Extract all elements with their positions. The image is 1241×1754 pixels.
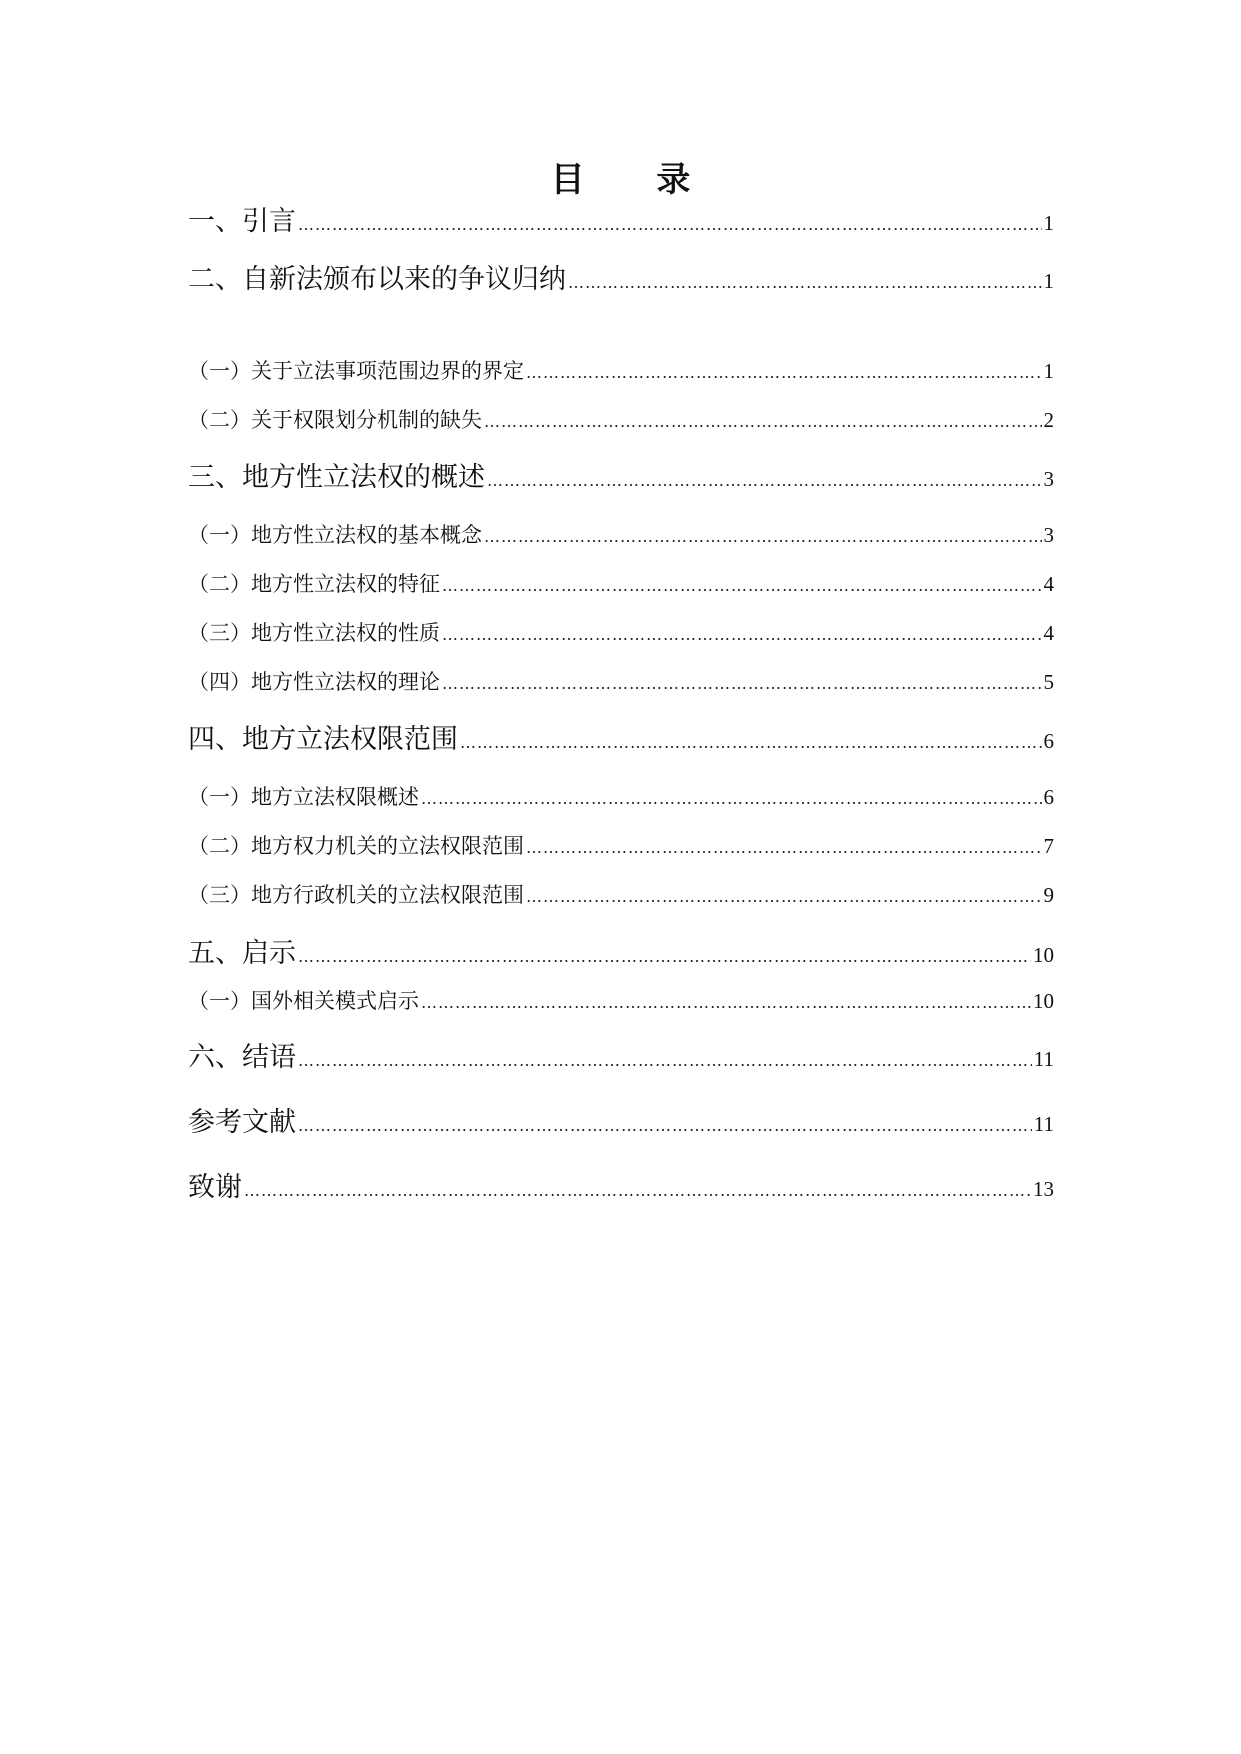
toc-dot-leader — [442, 570, 1042, 600]
toc-entry[interactable] — [188, 666, 1054, 698]
toc-entry[interactable] — [188, 830, 1054, 862]
toc-dot-leader — [526, 881, 1042, 911]
toc-dot-leader — [460, 723, 1042, 760]
toc-dot-leader — [244, 1171, 1031, 1208]
toc-entry-label: （三）地方行政机关的立法权限范围 — [188, 883, 524, 907]
toc-entry-label: （一）国外相关模式启示 — [188, 989, 419, 1013]
toc-entry-page: 2 — [1043, 408, 1054, 432]
toc-entry-page: 1 — [1043, 211, 1054, 235]
toc-entry-page: 3 — [1043, 523, 1054, 547]
toc-entry-label: 一、引言 — [188, 206, 296, 237]
toc-entry-label: （一）关于立法事项范围边界的界定 — [188, 359, 524, 383]
toc-entry-label: （三）地方性立法权的性质 — [188, 621, 440, 645]
toc-dot-leader — [298, 1106, 1032, 1143]
toc-dot-leader — [298, 1041, 1032, 1078]
toc-entry-label: 六、结语 — [188, 1042, 296, 1073]
toc-entry-label: 参考文献 — [188, 1107, 296, 1138]
toc-entry-page: 11 — [1033, 1112, 1054, 1136]
toc-entry-page: 10 — [1033, 989, 1054, 1013]
toc-entry[interactable] — [188, 617, 1054, 649]
toc-entry-page: 13 — [1033, 1177, 1054, 1201]
toc-entry[interactable] — [188, 879, 1054, 911]
toc-dot-leader — [442, 619, 1042, 649]
toc-entry[interactable] — [188, 720, 1054, 760]
toc-entry-page: 1 — [1043, 269, 1054, 293]
toc-title: 目 录 — [550, 160, 721, 200]
toc-entry[interactable] — [188, 519, 1054, 551]
toc-entry-page: 9 — [1043, 883, 1054, 907]
toc-entry-page: 10 — [1033, 943, 1054, 967]
toc-entry[interactable] — [188, 1038, 1054, 1078]
toc-dot-leader — [526, 832, 1042, 862]
toc-entry-page: 6 — [1043, 729, 1054, 753]
toc-entry[interactable] — [188, 1168, 1054, 1208]
toc-entry-page: 4 — [1043, 572, 1054, 596]
toc-entry[interactable] — [188, 1103, 1054, 1143]
toc-dot-leader — [484, 521, 1042, 551]
toc-entry-label: （二）地方权力机关的立法权限范围 — [188, 834, 524, 858]
toc-entry-label: 二、自新法颁布以来的争议归纳 — [188, 264, 566, 295]
toc-entry-label: 致谢 — [188, 1172, 242, 1203]
toc-dot-leader — [298, 205, 1042, 242]
toc-dot-leader — [442, 668, 1042, 698]
toc-entry-label: 四、地方立法权限范围 — [188, 724, 458, 755]
toc-entry-page: 7 — [1043, 834, 1054, 858]
toc-dot-leader — [484, 406, 1042, 436]
toc-entry[interactable] — [188, 934, 1054, 974]
toc-entry[interactable] — [188, 355, 1054, 387]
toc-entry[interactable] — [188, 202, 1054, 242]
toc-entry-page: 5 — [1043, 670, 1054, 694]
toc-entry-label: （一）地方立法权限概述 — [188, 785, 419, 809]
toc-dot-leader — [568, 263, 1042, 300]
toc-entry[interactable] — [188, 985, 1054, 1017]
toc-entry-page: 11 — [1033, 1047, 1054, 1071]
toc-entry-page: 1 — [1043, 359, 1054, 383]
toc-entry-page: 4 — [1043, 621, 1054, 645]
toc-entry[interactable] — [188, 781, 1054, 813]
toc-entry-label: 三、地方性立法权的概述 — [188, 462, 485, 493]
toc-entry-label: （一）地方性立法权的基本概念 — [188, 523, 482, 547]
toc-entry-label: （二）地方性立法权的特征 — [188, 572, 440, 596]
toc-entry-page: 3 — [1043, 467, 1054, 491]
toc-entry[interactable] — [188, 260, 1054, 300]
toc-entry-label: 五、启示 — [188, 938, 296, 969]
toc-dot-leader — [421, 987, 1031, 1017]
toc-entry[interactable] — [188, 404, 1054, 436]
toc-dot-leader — [487, 461, 1042, 498]
toc-dot-leader — [298, 937, 1031, 974]
toc-dot-leader — [526, 357, 1042, 387]
toc-entry-label: （四）地方性立法权的理论 — [188, 670, 440, 694]
toc-entry-page: 6 — [1043, 785, 1054, 809]
toc-entry[interactable] — [188, 568, 1054, 600]
toc-entry-label: （二）关于权限划分机制的缺失 — [188, 408, 482, 432]
toc-entry[interactable] — [188, 458, 1054, 498]
toc-dot-leader — [421, 783, 1042, 813]
